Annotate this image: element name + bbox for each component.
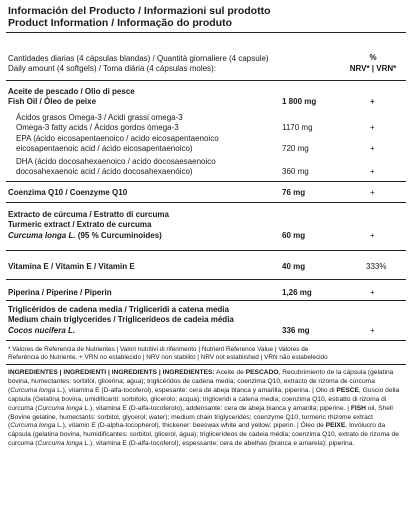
divider (6, 300, 406, 301)
divider (6, 340, 406, 341)
product-info-panel: Información del Producto / Informazioni sul prodotto Product Information / Informação do produto Cantidades diarias (4 cápsulas blandas) / Quantità giornaliere (4 capsule) Daily amount (4 softgels) / Toma diária (4 cápsulas moles): % NRV* | VRN* Aceite de pescado / Olio di pesce Fish Oil / Óleo de peixe 1 800 mg + Ácidos grasos Omega-3 / Acidi grassi omega-3 Omega-3 fatty acids / Ácidos gordos ómega-3 1170 mg + EPA (ácido eicosapentaenoico / acido eicosapentaenoico eicosapentaenoic acid / ácido eicosapentaenoico) 720 mg + DHA (ácido docosahexaenoico / acido docosaesaenoico docosahexaenoic acid / ácido docosahexaenóico) 360 mg + Coenzima Q10 / Coenzyme Q10 76 mg + Extracto de cúrcuma / Estratto di curcuma Turmeric extract / Extrato de curcuma Curcuma longa L. (95 % Curcuminoides) 60 mg + Vitamina E / Vitamin E / Vitamin E 40 mg 333% Piperina / Piperine / Piperin 1,26 mg + Triglicéridos de cadena media / Trigliceridi a catena media Medium chain triglycerides / Triglicerídeos de cadeia média Cocos nucifera L. 336 mg + * Valores de Referencia de Nutrientes | Valori nutritivi di riferimento | Nutrient Reference Value | Valores de Referência do Nutriente. + VRN no establecido | NRV non stabilito | NRV not established | VRN não estabelecido INGREDIENTES | INGREDIENTI | INGREDIENTS | INGREDIENTES: Aceite de PESCADO, Recubrimiento de la cápsula (gelatina bovina, humectantes: sorbitol, glicerina; agua); triglicéridos de cadena media; coenzima Q10, extracto de rizoma de cúrcuma (Curcuma longa L.), vitamina E (D-alfa-tocoferol), espesante: cera de abeja blanca y amarilla; piperina. | Olio di PESCE, Guscio della capsula (Gelatina bovina, umidificanti: sorbitolo, glicerolo; acqua); trigliceridi a catena media; coenzima Q10, estratto di rizoma di curcuma (Curcuma longa L.), vitamina E (D-alfa-tocoferolo), addensante: cera de abeja bianca y amarilla; piperine. | FISH oil, Shell (Bovine gelatine, humectants: sorbitol, glycerol; water); medium chain triglycerides; coenzyme Q10, turmeric rhizome extract (Curcuma longa L.), vitamin E (D-alpha-tocopherol), thickener: beeswax white and yellow; piperin. | Óleo de PEIXE, Invólucro da cápsula (gelatina bovina, humidificantes: sorbitol, glicerol, água); triglicerídeos de cadeia média; coenzima Q10, extrato de rizoma de curcuma (Curcuma longa L.), vitamina E (D-alfa-tocoferol), espessante: cera de abelhas (branca e amarela); piperina. (0, 0, 413, 505)
nrv-column-header (346, 52, 400, 74)
header-line-2: Product Information / Informação do produto (8, 17, 232, 29)
header-line-1: Información del Producto / Informazioni sul prodotto (8, 5, 271, 17)
ingredients-text: INGREDIENTES | INGREDIENTI | INGREDIENTS | INGREDIENTES: Aceite de PESCADO, Recubrimiento de la cápsula (gelatina bovina, humectantes: sorbitol, glicerina; agua); triglicéridos de cadena media; coenzima Q10, extracto de rizoma de cúrcuma (Curcuma longa L.), vitamina E (D-alfa-tocoferol), espesante: cera de abeja blanca y amarilla; piperina. | Olio di PESCE, Guscio della capsula (Gelatina bovina, umidificanti: sorbitolo, glicerolo; acqua); trigliceridi a catena media; coenzima Q10, estratto di rizoma di curcuma (Curcuma longa L.), vitamina E (D-alfa-tocoferolo), addensante: cera de abeja bianca y amarilla; piperine. | FISH oil, Shell (Bovine gelatine, humectants: sorbitol, glycerol; water); medium chain triglycerides; coenzyme Q10, turmeric rhizome extract (Curcuma longa L.), vitamin E (D-alpha-tocopherol), thickener: beeswax white and yellow; piperin. | Óleo de PEIXE, Invólucro da cápsula (gelatina bovina, humidificantes: sorbitol, glicerol, água); triglicerídeos de cadeia média; coenzima Q10, extrato de rizoma de curcuma (Curcuma longa L.), vitamina E (D-alfa-tocoferol), espessante: cera de abelhas (branca e amarela); piperina. (8, 369, 400, 448)
divider (6, 364, 406, 365)
footnote-line-2: Referência do Nutriente. + VRN no establecido | NRV non stabilito | NRV not established | VRN não estabelecido (8, 353, 328, 361)
nrv-label: NRV* | VRN* (349, 64, 397, 73)
nrv-percent: % (369, 53, 377, 62)
divider (6, 202, 406, 203)
divider (6, 250, 406, 251)
footnote-line-1: * Valores de Referencia de Nutrientes | Valori nutritivi di riferimento | Nutrient Reference Value | Valores de (8, 346, 309, 353)
divider (6, 80, 406, 81)
nrv-footnote (8, 346, 403, 361)
divider (6, 279, 406, 280)
divider (6, 181, 406, 182)
panel-header (8, 5, 403, 29)
divider (6, 32, 406, 33)
